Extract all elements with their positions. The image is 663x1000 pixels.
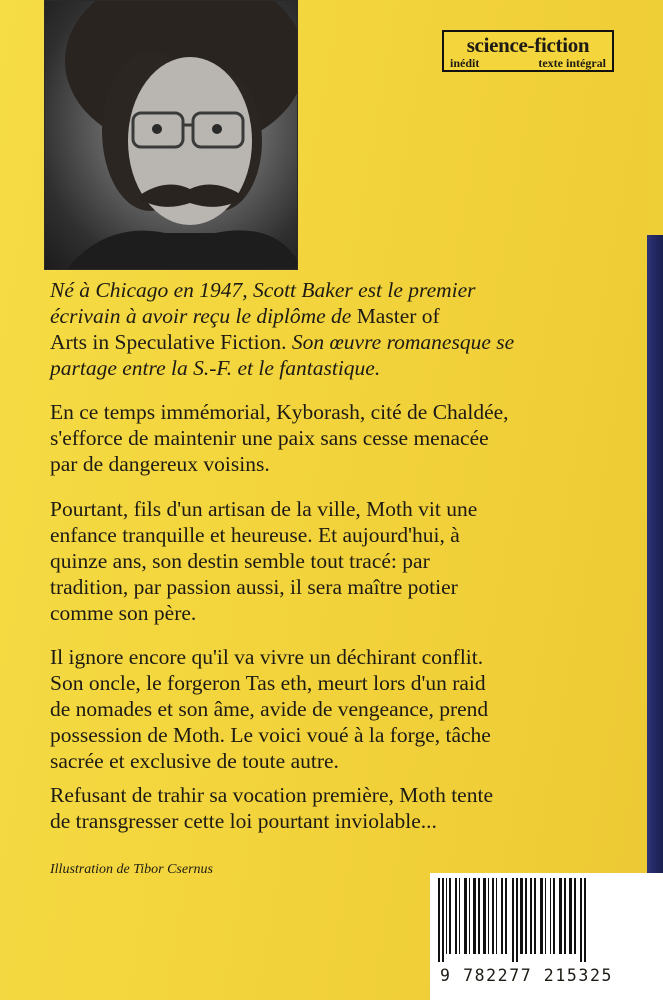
text-line: comme son père. — [50, 601, 197, 625]
badge-title: science-fiction — [466, 33, 590, 57]
barcode-bar — [473, 878, 476, 954]
barcode-bar — [488, 878, 489, 954]
barcode-bar — [540, 878, 543, 954]
isbn-barcode — [436, 878, 658, 962]
barcode-bar — [501, 878, 503, 954]
bio-line: écrivain à avoir reçu le diplôme de Master of — [50, 304, 440, 328]
barcode-bar — [512, 878, 514, 962]
collection-badge — [442, 30, 614, 72]
barcode-bar — [534, 878, 536, 954]
synopsis-paragraph-1 — [50, 399, 630, 477]
synopsis-paragraph-2 — [50, 496, 630, 626]
barcode-bar — [520, 878, 523, 954]
text-line: sacrée et exclusive de toute autre. — [50, 749, 339, 773]
text-line: Refusant de trahir sa vocation première, Moth tente — [50, 783, 493, 807]
author-photo — [44, 0, 298, 270]
barcode-bar — [553, 878, 555, 954]
barcode-bar — [455, 878, 457, 954]
bio-line: Arts in Speculative Fiction. Son œuvre romanesque se — [50, 330, 515, 354]
text-line: enfance tranquille et heureuse. Et aujourd'hui, à — [50, 523, 460, 547]
barcode-bar — [564, 878, 566, 954]
isbn-number: 9 782277 215325 — [440, 966, 614, 985]
barcode-bar — [459, 878, 460, 954]
barcode-bar — [464, 878, 467, 954]
barcode-bar — [442, 878, 444, 962]
text-line: Il ignore encore qu'il va vivre un déchirant conflit. — [50, 645, 484, 669]
barcode-bar — [559, 878, 562, 954]
barcode-bar — [478, 878, 480, 954]
barcode-bar — [550, 878, 551, 954]
text-line: possession de Moth. Le voici voué à la forge, tâche — [50, 723, 491, 747]
text-line: quinze ans, son destin semble tout tracé: par — [50, 549, 430, 573]
barcode-bar — [574, 878, 576, 954]
text-line: Son oncle, le forgeron Tas eth, meurt lors d'un raid — [50, 671, 486, 695]
barcode-bar — [438, 878, 440, 962]
bio-line: partage entre la S.-F. et le fantastique. — [50, 356, 381, 380]
author-bio — [50, 277, 615, 381]
barcode-bar — [483, 878, 486, 954]
barcode-bar — [545, 878, 546, 954]
synopsis-paragraph-3 — [50, 644, 630, 774]
text-line: de transgresser cette loi pourtant inviolable... — [50, 809, 437, 833]
text-line: tradition, par passion aussi, il sera maître potier — [50, 575, 458, 599]
text-line: En ce temps immémorial, Kyborash, cité de Chaldée, — [50, 400, 509, 424]
barcode-bar — [530, 878, 532, 954]
barcode-bar — [516, 878, 518, 962]
illustration-credit: Illustration de Tibor Csernus — [50, 862, 213, 877]
sweater-shape — [65, 230, 298, 270]
text-line: Pourtant, fils d'un artisan de la ville, Moth vit une — [50, 497, 478, 521]
barcode-bar — [505, 878, 507, 954]
cover-edge-top — [647, 0, 663, 235]
barcode-bar — [580, 878, 582, 962]
barcode-bar — [469, 878, 470, 954]
synopsis-paragraph-4 — [50, 782, 630, 834]
author-portrait-illustration — [45, 1, 298, 270]
text-line: par de dangereux voisins. — [50, 452, 270, 476]
barcode-bar — [525, 878, 527, 954]
text-line: de nomades et son âme, avide de vengeance, prend — [50, 697, 489, 721]
bio-line: Né à Chicago en 1947, Scott Baker est le premier — [50, 278, 476, 302]
text-line: s'efforce de maintenir une paix sans cesse menacée — [50, 426, 489, 450]
barcode-bar — [569, 878, 572, 954]
barcode-bar — [492, 878, 494, 954]
badge-texte-integral: texte intégral — [538, 56, 606, 70]
barcode-bar — [446, 878, 447, 954]
barcode-bar — [449, 878, 451, 954]
barcode-bar — [496, 878, 497, 954]
badge-inedit: inédit — [450, 56, 480, 70]
barcode-bar — [584, 878, 586, 962]
